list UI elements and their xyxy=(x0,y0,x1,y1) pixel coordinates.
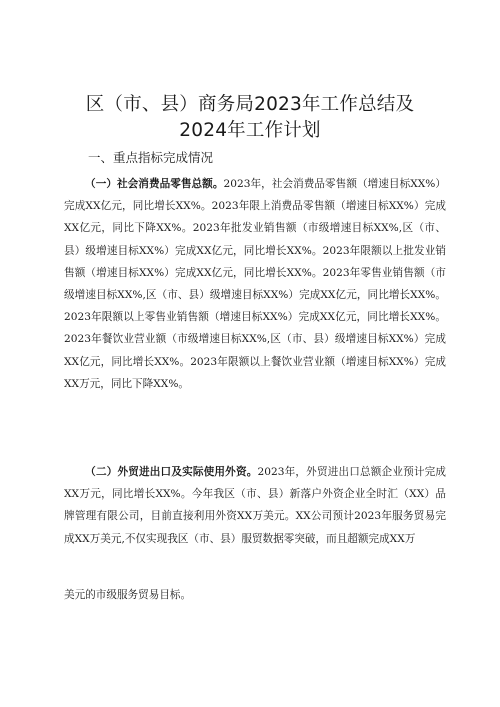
document-title-line-2: 2024年工作计划 xyxy=(179,120,321,141)
paragraph-retail-sales xyxy=(64,173,446,395)
paragraph-lead-retail-sales: （一）社会消费品零售总额。 xyxy=(85,178,224,190)
section-heading-key-indicators: 一、重点指标完成情况 xyxy=(88,150,214,165)
paragraph-tail-line: 美元的市级服务贸易目标。 xyxy=(64,589,192,601)
paragraph-body-retail-sales: 2023年，社会消费品零售额（增速目标XX%）完成XX亿元，同比增长XX%。2023年限上消费品零售额（增速目标XX%）完成XX亿元，同比下降XX%。2023年批发业销售额（市级增速目标XX%,区（市、县）级增速目标XX%）完成XX亿元，同比增长XX%。2023年限额以上批发业销售额（增速目标XX%）完成XX亿元，同比增长XX%。2023年零售业销售额（市级增速目标XX%,区（市、县）级增速目标XX%）完成XX亿元，同比增长XX%。2023年限额以上零售业销售额（增速目标XX%）完成XX亿元，同比增长XX%。2023年餐饮业营业额（市级增速目标XX%,区（市、县）级增速目标XX%）完成XX亿元，同比增长XX%。2023年限额以上餐饮业营业额（增速目标XX%）完成XX万元，同比下降XX%。 xyxy=(64,178,447,390)
paragraph-lead-foreign-trade: （二）外贸进出口及实际使用外资。 xyxy=(85,466,258,478)
document-title-line-1: 区（市、县）商务局2023年工作总结及 xyxy=(85,94,415,115)
paragraph-body-foreign-trade: 2023年，外贸进出口总额企业预计完成XX万元，同比增长XX%。今年我区（市、县）新落户外资企业全时汇（XX）品牌管理有限公司，目前直接利用外资XX万美元。XX公司预计2023年服务贸易完成XX万美元,不仅实现我区（市、县）服贸数据零突破，而且超额完成XX万 xyxy=(64,466,447,545)
paragraph-foreign-trade xyxy=(64,461,446,550)
